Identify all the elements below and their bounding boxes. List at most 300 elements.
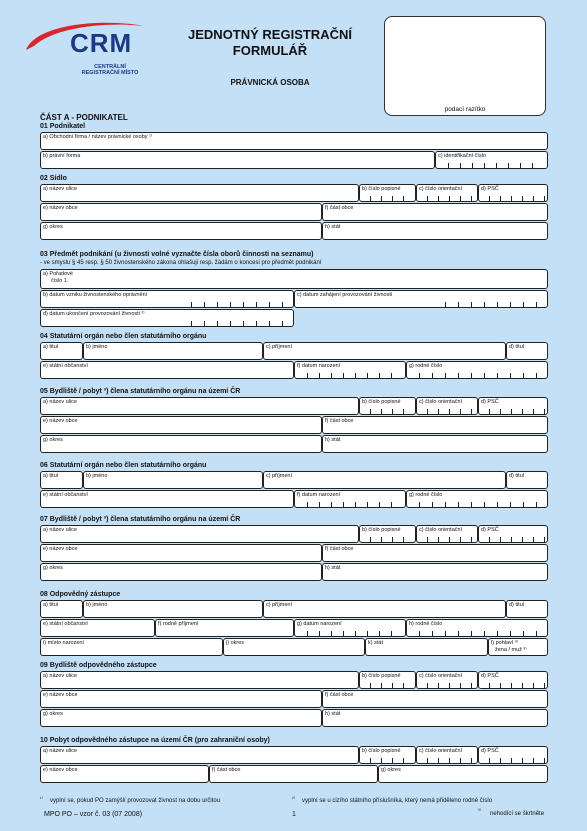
oz-jmeno-field[interactable] (83, 600, 263, 618)
p10-cislo-orientacni-field-tick (427, 758, 428, 763)
b05-cislo-popisne-field-tick (370, 409, 371, 414)
p10-cislo-popisne-field[interactable] (359, 746, 416, 764)
b07-cast-obce-field[interactable] (322, 544, 548, 562)
s06-rodne-cislo-field-tick (432, 502, 433, 507)
s04-datum-narozeni-field-tick (319, 373, 320, 378)
p10-okres-field-label: g) okres (381, 767, 401, 773)
b09-cislo-orientacni-field-tick (460, 683, 461, 688)
oz-rodne-cislo-field-tick (471, 631, 472, 636)
footnote-1-marker: ¹⁾ (40, 796, 43, 802)
b05-stat-field-label: h) stát (325, 437, 341, 443)
oz-misto-narozeni-field-label: i) místo narození (43, 640, 84, 646)
sidlo-cislo-orientacni-field-tick (427, 196, 428, 201)
sidlo-okres-field-label: g) okres (43, 224, 63, 230)
b07-obec-field[interactable] (40, 544, 322, 562)
section-04-title: 04 Statutární orgán nebo člen statutárního orgánu (40, 333, 207, 340)
datum-zahajeni-field-tick (484, 302, 485, 307)
b07-cislo-orientacni-field-tick (438, 537, 439, 542)
b05-psc-field-tick (544, 409, 545, 414)
datum-ukonceni-field-tick (282, 321, 283, 326)
footnote-1: vyplní se, pokud PO zamýšlí provozovat živnost na dobu určitou (50, 798, 221, 804)
b07-psc-field-tick (544, 537, 545, 542)
footnote-2-marker: ²⁾ (292, 796, 295, 802)
b05-ulice-field[interactable] (40, 397, 359, 415)
ico-field-label: c) identifikační číslo (438, 153, 486, 159)
sidlo-psc-field-label: d) PSČ (481, 186, 499, 192)
datum-zahajeni-field-tick (458, 302, 459, 307)
s04-titul-a-field[interactable] (40, 342, 83, 360)
b09-cislo-popisne-field-tick (370, 683, 371, 688)
b05-obec-field[interactable] (40, 416, 322, 434)
s06-rodne-cislo-field-tick (419, 502, 420, 507)
s06-jmeno-field[interactable] (83, 471, 263, 489)
b05-psc-field-tick (511, 409, 512, 414)
logo-sub-line1: CENTRÁLNÍ (94, 64, 126, 70)
section-01-title: 01 Podnikatel (40, 123, 86, 130)
p10-psc-field-tick (533, 758, 534, 763)
p10-cislo-popisne-field-tick (370, 758, 371, 763)
p10-cast-obce-field-label: f) část obce (212, 767, 241, 773)
datum-vzniku-field-tick (230, 302, 231, 307)
p10-okres-field[interactable] (378, 765, 548, 783)
s06-obcanstvi-field[interactable] (40, 490, 294, 508)
s06-datum-narozeni-field-tick (307, 502, 308, 507)
sidlo-obec-field-label: e) název obce (43, 205, 78, 211)
b09-cislo-orientacni-field[interactable] (416, 671, 478, 689)
b09-cast-obce-field[interactable] (322, 690, 548, 708)
ico-field-tick (448, 163, 449, 168)
ico-field-tick (532, 163, 533, 168)
b07-psc-field-tick (511, 537, 512, 542)
oz-titul-a-field-label: a) titul (43, 602, 58, 608)
sidlo-ulice-field-label: a) název ulice (43, 186, 77, 192)
oz-datum-narozeni-field-tick (331, 631, 332, 636)
s04-datum-narozeni-field-tick (307, 373, 308, 378)
s06-rodne-cislo-field-tick (484, 502, 485, 507)
datum-ukonceni-field-tick (230, 321, 231, 326)
b07-cislo-popisne-field-tick (403, 537, 404, 542)
b05-okres-field[interactable] (40, 435, 322, 453)
section-07-title: 07 Bydliště / pobyt ³) člena statutárního orgánu na území ČR (40, 516, 241, 523)
s04-titul-d-field-label: d) titul (509, 344, 524, 350)
s04-rodne-cislo-field-tick (497, 373, 498, 378)
b07-cislo-popisne-field-tick (370, 537, 371, 542)
ico-field-tick (496, 163, 497, 168)
sidlo-psc-field-tick (511, 196, 512, 201)
p10-cislo-popisne-field-label: b) číslo popisné (362, 748, 401, 754)
b09-psc-field-tick (511, 683, 512, 688)
sidlo-cislo-popisne-field-tick (381, 196, 382, 201)
p10-psc-field-label: d) PSČ (481, 748, 499, 754)
b07-ulice-field[interactable] (40, 525, 359, 543)
b07-cislo-orientacni-field[interactable] (416, 525, 478, 543)
ico-field-tick (460, 163, 461, 168)
b05-psc-field[interactable] (478, 397, 548, 415)
s06-datum-narozeni-field-tick (391, 502, 392, 507)
oz-datum-narozeni-field-tick (379, 631, 380, 636)
oz-rodne-cislo-field-tick (484, 631, 485, 636)
sidlo-psc-field-tick (500, 196, 501, 201)
s06-prijmeni-field[interactable] (263, 471, 506, 489)
s06-titul-a-field-label: a) titul (43, 473, 58, 479)
b09-okres-field[interactable] (40, 709, 322, 727)
sidlo-okres-field[interactable] (40, 222, 322, 240)
s06-titul-a-field[interactable] (40, 471, 83, 489)
b09-cislo-popisne-field-label: b) číslo popisné (362, 673, 401, 679)
b07-okres-field-label: g) okres (43, 565, 63, 571)
b09-cislo-orientacni-field-label: c) číslo orientační (419, 673, 463, 679)
sidlo-psc-field[interactable] (478, 184, 548, 202)
s04-rodne-cislo-field-tick (510, 373, 511, 378)
oz-obcanstvi-field-label: e) státní občanství (43, 621, 88, 627)
stamp-box (384, 16, 546, 116)
s06-datum-narozeni-field-tick (379, 502, 380, 507)
s06-titul-d-field[interactable] (506, 471, 548, 489)
datum-ukonceni-field-label: d) datum ukončení provozování živnosti ²⁾ (43, 311, 145, 317)
oz-datum-narozeni-field-tick (355, 631, 356, 636)
section-02-title: 02 Sídlo (40, 175, 67, 182)
b09-okres-field-label: g) okres (43, 711, 63, 717)
oz-rodne-prijmeni-field[interactable] (155, 619, 294, 637)
b05-cislo-popisne-field[interactable] (359, 397, 416, 415)
ico-field[interactable] (435, 151, 548, 169)
s06-datum-narozeni-field[interactable] (294, 490, 406, 508)
p10-cislo-orientacni-field-tick (471, 758, 472, 763)
b05-cislo-orientacni-field-tick (449, 409, 450, 414)
b07-okres-field[interactable] (40, 563, 322, 581)
p10-cislo-orientacni-field[interactable] (416, 746, 478, 764)
form-title-line2: FORMULÁŘ (232, 43, 308, 58)
s04-rodne-cislo-field-tick (445, 373, 446, 378)
p10-cislo-orientacni-field-tick (449, 758, 450, 763)
sidlo-cislo-orientacni-field[interactable] (416, 184, 478, 202)
b05-cislo-orientacni-field-tick (460, 409, 461, 414)
b09-cislo-popisne-field-tick (403, 683, 404, 688)
b07-cislo-orientacni-field-label: c) číslo orientační (419, 527, 463, 533)
b09-psc-field[interactable] (478, 671, 548, 689)
s04-datum-narozeni-field-tick (379, 373, 380, 378)
b07-psc-field[interactable] (478, 525, 548, 543)
s04-datum-narozeni-field-tick (367, 373, 368, 378)
b09-cislo-popisne-field-tick (381, 683, 382, 688)
oz-prijmeni-field[interactable] (263, 600, 506, 618)
oz-pohlavi-label-1: l) pohlaví ³⁾ (491, 640, 519, 646)
oz-rodne-prijmeni-field-label: f) rodné příjmení (158, 621, 199, 627)
s06-datum-narozeni-field-tick (355, 502, 356, 507)
oz-datum-narozeni-field-label: g) datum narození (297, 621, 342, 627)
b09-psc-field-tick (544, 683, 545, 688)
sidlo-obec-field[interactable] (40, 203, 322, 221)
footnote-3-marker: ³⁾ (478, 808, 481, 814)
p10-psc-field-tick (500, 758, 501, 763)
b09-cislo-orientacni-field-tick (427, 683, 428, 688)
datum-ukonceni-field-tick (256, 321, 257, 326)
form-title (170, 27, 370, 59)
s06-prijmeni-field-label: c) příjmení (266, 473, 292, 479)
b05-ulice-field-label: a) název ulice (43, 399, 77, 405)
s04-rodne-cislo-field-label: g) rodné číslo (409, 363, 443, 369)
oz-rodne-cislo-field-tick (419, 631, 420, 636)
crm-logo (22, 16, 162, 88)
b05-cast-obce-field-label: f) část obce (325, 418, 354, 424)
oz-jmeno-field-label: b) jméno (86, 602, 108, 608)
b07-obec-field-label: e) název obce (43, 546, 78, 552)
s06-rodne-cislo-field-tick (523, 502, 524, 507)
b09-cislo-popisne-field-tick (392, 683, 393, 688)
pravni-forma-field-label: b) právní forma (43, 153, 81, 159)
oz-rodne-cislo-field-tick (445, 631, 446, 636)
sidlo-stat-field[interactable] (322, 222, 548, 240)
b05-cislo-popisne-field-tick (392, 409, 393, 414)
s04-obcanstvi-field-label: e) státní občanství (43, 363, 88, 369)
p10-cislo-popisne-field-tick (392, 758, 393, 763)
datum-vzniku-field-tick (256, 302, 257, 307)
s06-rodne-cislo-field-tick (458, 502, 459, 507)
logo-sub-line2: REGISTRAČNÍ MÍSTO (81, 70, 139, 76)
oz-pohlavi-label-2: žena / muž ³⁾ (495, 647, 527, 653)
b05-cislo-orientacni-field[interactable] (416, 397, 478, 415)
p10-obec-field[interactable] (40, 765, 209, 783)
datum-vzniku-field[interactable] (40, 290, 294, 308)
datum-zahajeni-field[interactable] (294, 290, 548, 308)
datum-zahajeni-field-label: c) datum zahájení provozování živnosti (297, 292, 393, 298)
s04-titul-d-field[interactable] (506, 342, 548, 360)
oz-stat-field[interactable] (365, 638, 488, 656)
s04-datum-narozeni-field[interactable] (294, 361, 406, 379)
p10-psc-field-tick (511, 758, 512, 763)
p10-cast-obce-field[interactable] (209, 765, 378, 783)
b09-psc-field-tick (500, 683, 501, 688)
sidlo-psc-field-tick (533, 196, 534, 201)
stamp-label: podací razítko (444, 106, 486, 113)
oz-rodne-cislo-field[interactable] (406, 619, 548, 637)
datum-zahajeni-field-tick (510, 302, 511, 307)
sidlo-cislo-popisne-field-tick (392, 196, 393, 201)
b07-ulice-field-label: a) název ulice (43, 527, 77, 533)
oz-rodne-cislo-field-tick (510, 631, 511, 636)
p10-psc-field-tick (522, 758, 523, 763)
s04-rodne-cislo-field-tick (523, 373, 524, 378)
oz-obcanstvi-field[interactable] (40, 619, 155, 637)
ico-field-tick (520, 163, 521, 168)
sidlo-cast-obce-field[interactable] (322, 203, 548, 221)
sidlo-ulice-field[interactable] (40, 184, 359, 202)
b09-stat-field-label: h) stát (325, 711, 341, 717)
oz-rodne-cislo-field-tick (432, 631, 433, 636)
section-08-title: 08 Odpovědný zástupce (40, 591, 121, 598)
b09-cast-obce-field-label: f) část obce (325, 692, 354, 698)
b07-psc-field-tick (500, 537, 501, 542)
b09-cislo-popisne-field[interactable] (359, 671, 416, 689)
p10-ulice-field-label: a) název ulice (43, 748, 77, 754)
datum-vzniku-field-tick (243, 302, 244, 307)
b07-cast-obce-field-label: f) část obce (325, 546, 354, 552)
oz-titul-a-field[interactable] (40, 600, 83, 618)
datum-vzniku-field-tick (269, 302, 270, 307)
section-09-title: 09 Bydliště odpovědného zástupce (40, 662, 157, 669)
sidlo-cislo-orientacni-field-tick (460, 196, 461, 201)
s06-jmeno-field-label: b) jméno (86, 473, 108, 479)
sidlo-cislo-popisne-field-tick (403, 196, 404, 201)
ico-field-tick (472, 163, 473, 168)
ico-field-tick (508, 163, 509, 168)
b09-ulice-field[interactable] (40, 671, 359, 689)
oz-rodne-cislo-field-tick (536, 631, 537, 636)
b05-cislo-orientacni-field-tick (427, 409, 428, 414)
b05-psc-field-tick (522, 409, 523, 414)
sidlo-psc-field-tick (522, 196, 523, 201)
b05-cast-obce-field[interactable] (322, 416, 548, 434)
oz-datum-narozeni-field-tick (319, 631, 320, 636)
b05-psc-field-tick (533, 409, 534, 414)
s06-datum-narozeni-field-tick (367, 502, 368, 507)
b07-cislo-popisne-field[interactable] (359, 525, 416, 543)
oz-datum-narozeni-field[interactable] (294, 619, 406, 637)
part-title: ČÁST A - PODNIKATEL (40, 113, 128, 122)
b05-psc-field-label: d) PSČ (481, 399, 499, 405)
s06-rodne-cislo-field-tick (471, 502, 472, 507)
oz-datum-narozeni-field-tick (391, 631, 392, 636)
section-10-title: 10 Pobyt odpovědného zástupce na území ČR (pro zahraniční osoby) (40, 737, 270, 744)
datum-ukonceni-field-tick (204, 321, 205, 326)
form-subtitle: PRÁVNICKÁ OSOBA (230, 78, 310, 87)
sidlo-cislo-orientacni-field-label: c) číslo orientační (419, 186, 463, 192)
p10-cislo-popisne-field-tick (381, 758, 382, 763)
b09-ulice-field-label: a) název ulice (43, 673, 77, 679)
datum-vzniku-field-tick (191, 302, 192, 307)
b09-psc-field-label: d) PSČ (481, 673, 499, 679)
datum-ukonceni-field-tick (217, 321, 218, 326)
sidlo-cislo-popisne-field[interactable] (359, 184, 416, 202)
page-number: 1 (292, 811, 296, 818)
pravni-forma-field[interactable] (40, 151, 435, 169)
s04-obcanstvi-field[interactable] (40, 361, 294, 379)
oz-titul-d-field[interactable] (506, 600, 548, 618)
sidlo-psc-field-tick (489, 196, 490, 201)
s04-prijmeni-field[interactable] (263, 342, 506, 360)
b09-psc-field-tick (522, 683, 523, 688)
b05-cislo-orientacni-field-tick (471, 409, 472, 414)
b09-stat-field[interactable] (322, 709, 548, 727)
footnote-2: vyplní se u cizího státního příslušníka, který nemá přiděleno rodné číslo (302, 798, 493, 804)
s04-titul-a-field-label: a) titul (43, 344, 58, 350)
p10-obec-field-label: e) název obce (43, 767, 78, 773)
s04-rodne-cislo-field-tick (458, 373, 459, 378)
oz-okres-field-label: j) okres (226, 640, 245, 646)
b09-psc-field-tick (533, 683, 534, 688)
b05-okres-field-label: g) okres (43, 437, 63, 443)
b09-obec-field[interactable] (40, 690, 322, 708)
b09-cislo-orientacni-field-tick (449, 683, 450, 688)
b07-cislo-orientacni-field-tick (460, 537, 461, 542)
sidlo-cislo-popisne-field-tick (370, 196, 371, 201)
sidlo-cislo-popisne-field-label: b) číslo popisné (362, 186, 401, 192)
oz-misto-narozeni-field[interactable] (40, 638, 223, 656)
p10-cislo-orientacni-field-tick (460, 758, 461, 763)
form-title-line1: JEDNOTNÝ REGISTRAČNÍ (188, 27, 352, 42)
sidlo-cislo-orientacni-field-tick (471, 196, 472, 201)
s06-obcanstvi-field-label: e) státní občanství (43, 492, 88, 498)
section-06-title: 06 Statutární orgán nebo člen statutárního orgánu (40, 462, 207, 469)
datum-ukonceni-field[interactable] (40, 309, 294, 327)
s04-datum-narozeni-field-tick (331, 373, 332, 378)
obchodni-firma-field-label: a) Obchodní firma / název právnické osoby ¹⁾ (43, 134, 153, 140)
datum-ukonceni-field-tick (269, 321, 270, 326)
oz-titul-d-field-label: d) titul (509, 602, 524, 608)
s04-datum-narozeni-field-tick (391, 373, 392, 378)
oz-pohlavi-field[interactable] (488, 638, 548, 656)
s04-jmeno-field-label: b) jméno (86, 344, 108, 350)
b09-cislo-orientacni-field-tick (438, 683, 439, 688)
datum-zahajeni-field-tick (497, 302, 498, 307)
section-03-title: 03 Předmět podnikání (u živnosti volné vyznačte čísla oborů činnosti na seznamu) (40, 251, 314, 258)
b07-stat-field[interactable] (322, 563, 548, 581)
sidlo-cislo-orientacni-field-tick (438, 196, 439, 201)
p10-ulice-field[interactable] (40, 746, 359, 764)
sidlo-cislo-orientacni-field-tick (449, 196, 450, 201)
b07-psc-field-tick (522, 537, 523, 542)
b05-cislo-orientacni-field-label: c) číslo orientační (419, 399, 463, 405)
datum-ukonceni-field-tick (191, 321, 192, 326)
oz-rodne-cislo-field-tick (458, 631, 459, 636)
p10-psc-field-tick (489, 758, 490, 763)
s04-datum-narozeni-field-label: f) datum narození (297, 363, 341, 369)
b09-psc-field-tick (489, 683, 490, 688)
form-id: MPO PO – vzor č. 03 (07 2008) (44, 811, 143, 818)
b05-cislo-orientacni-field-tick (438, 409, 439, 414)
s06-titul-d-field-label: d) titul (509, 473, 524, 479)
sidlo-stat-field-label: h) stát (325, 224, 341, 230)
oz-datum-narozeni-field-tick (343, 631, 344, 636)
poradove-cislo-label-2: číslo 1. (51, 278, 69, 284)
s06-rodne-cislo-field[interactable] (406, 490, 548, 508)
s06-rodne-cislo-field-tick (445, 502, 446, 507)
datum-ukonceni-field-tick (243, 321, 244, 326)
s04-rodne-cislo-field[interactable] (406, 361, 548, 379)
oz-prijmeni-field-label: c) příjmení (266, 602, 292, 608)
datum-zahajeni-field-tick (523, 302, 524, 307)
datum-zahajeni-field-tick (471, 302, 472, 307)
poradove-cislo-field[interactable] (40, 269, 548, 289)
p10-cislo-orientacni-field-label: c) číslo orientační (419, 748, 463, 754)
logo-wordmark: CRM (70, 28, 133, 58)
b07-cislo-popisne-field-tick (392, 537, 393, 542)
datum-zahajeni-field-tick (536, 302, 537, 307)
ico-field-tick (484, 163, 485, 168)
datum-zahajeni-field-tick (445, 302, 446, 307)
oz-okres-field[interactable] (223, 638, 365, 656)
b07-cislo-popisne-field-tick (381, 537, 382, 542)
b07-cislo-popisne-field-label: b) číslo popisné (362, 527, 401, 533)
b05-stat-field[interactable] (322, 435, 548, 453)
b05-cislo-popisne-field-tick (403, 409, 404, 414)
oz-rodne-cislo-field-label: h) rodné číslo (409, 621, 443, 627)
b07-stat-field-label: h) stát (325, 565, 341, 571)
s04-rodne-cislo-field-tick (432, 373, 433, 378)
obchodni-firma-field[interactable] (40, 132, 548, 150)
oz-datum-narozeni-field-tick (367, 631, 368, 636)
poradove-cislo-label-1: a) Pořadové (43, 271, 73, 277)
logo-subtitle (74, 64, 146, 76)
p10-psc-field[interactable] (478, 746, 548, 764)
p10-cislo-orientacni-field-tick (438, 758, 439, 763)
s04-rodne-cislo-field-tick (419, 373, 420, 378)
oz-rodne-cislo-field-tick (497, 631, 498, 636)
s04-rodne-cislo-field-tick (484, 373, 485, 378)
s06-datum-narozeni-field-tick (331, 502, 332, 507)
b05-psc-field-tick (489, 409, 490, 414)
s04-jmeno-field[interactable] (83, 342, 263, 360)
